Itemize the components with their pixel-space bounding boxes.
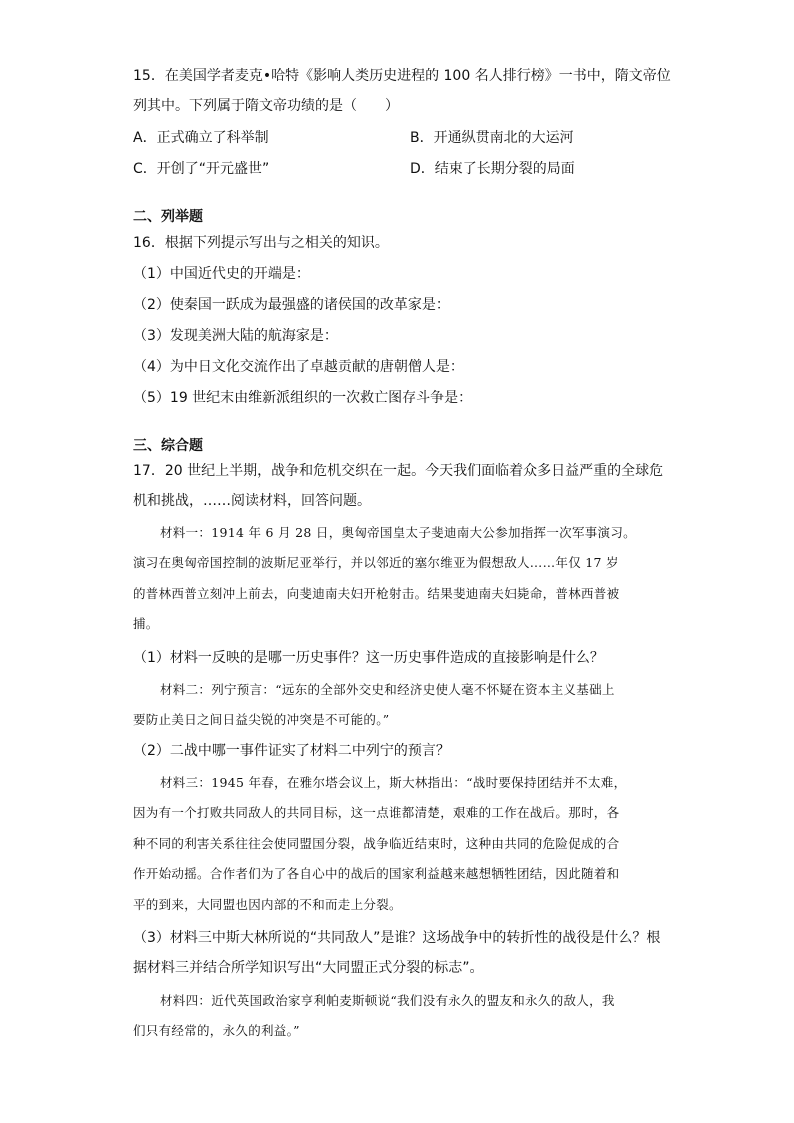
material-4-line: 们只有经常的，永久的利益。” [133, 1023, 300, 1038]
q16-stem: 16．根据下列提示写出与之相关的知识。 [133, 235, 389, 251]
q15-option-d: D．结束了长期分裂的局面 [410, 161, 575, 177]
material-3-line: 因为有一个打败共同敌人的共同目标，这一点谁都清楚，艰难的工作在战后。那时，各 [133, 805, 620, 820]
q15-stem-line1: 15．在美国学者麦克•哈特《影响人类历史进程的 100 名人排行榜》一书中，隋文帝位 [133, 68, 671, 84]
material-1-line: 捕。 [133, 616, 159, 631]
material-3-line: 种不同的利害关系往往会使同盟国分裂，战争临近结束时，这种由共同的危险促成的合 [133, 836, 620, 851]
material-1-line: 演习在奥匈帝国控制的波斯尼亚举行，并以邻近的塞尔维亚为假想敌人……年仅 17 岁 [133, 555, 619, 570]
q16-item-2: （2）使秦国一跃成为最强盛的诸侯国的改革家是： [133, 297, 450, 313]
material-3-line: 平的到来，大同盟也因内部的不和而走上分裂。 [133, 897, 402, 912]
q17-subquestion-2: （2）二战中哪一事件证实了材料二中列宁的预言？ [133, 743, 450, 759]
q17-subquestion-1: （1）材料一反映的是哪一历史事件？这一历史事件造成的直接影响是什么？ [133, 650, 604, 666]
q17-stem-line2: 机和挑战，……阅读材料，回答问题。 [133, 493, 371, 509]
q15-option-c: C．开创了“开元盛世” [133, 161, 270, 177]
section-heading-comprehensive: 三、综合题 [133, 438, 203, 454]
q15-option-b: B．开通纵贯南北的大运河 [410, 130, 574, 146]
material-4-line: 材料四：近代英国政治家亨利帕麦斯顿说“我们没有永久的盟友和永久的敌人，我 [160, 993, 615, 1008]
q16-item-3: （3）发现美洲大陆的航海家是： [133, 328, 338, 344]
q15-stem-line2: 列其中。下列属于隋文帝功绩的是（ ） [133, 98, 399, 114]
q17-stem-line1: 17．20 世纪上半期，战争和危机交织在一起。今天我们面临着众多日益严重的全球危 [133, 463, 664, 479]
q17-subquestion-3-line1: （3）材料三中斯大林所说的“共同敌人”是谁？这场战争中的转折性的战役是什么？根 [133, 930, 661, 946]
material-3-line: 作开始动摇。合作者们为了各自心中的战后的国家利益越来越想牺牲团结，因此随着和 [133, 866, 620, 881]
material-3-line: 材料三：1945 年春，在雅尔塔会议上，斯大林指出：“战时要保持团结并不太难， [160, 775, 627, 790]
material-1-line: 的普林西普立刻冲上前去，向斐迪南夫妇开枪射击。结果斐迪南夫妇毙命，普林西普被 [133, 586, 620, 601]
q16-item-1: （1）中国近代史的开端是： [133, 266, 310, 282]
q17-subquestion-3-line2: 据材料三并结合所学知识写出“大同盟正式分裂的标志”。 [133, 960, 484, 976]
material-2-line: 材料二：列宁预言：“远东的全部外交史和经济史使人毫不怀疑在资本主义基础上 [160, 682, 615, 697]
q16-item-4: （4）为中日文化交流作出了卓越贡献的唐朝僧人是： [133, 359, 464, 375]
q16-item-5: （5）19 世纪末由维新派组织的一次救亡图存斗争是： [133, 390, 473, 406]
material-1-line: 材料一：1914 年 6 月 28 日，奥匈帝国皇太子斐迪南大公参加指挥一次军事演习。 [160, 525, 636, 540]
section-heading-listing: 二、列举题 [133, 209, 203, 225]
material-2-line: 要防止美日之间日益尖锐的冲突是不可能的。” [133, 712, 390, 727]
q15-option-a: A．正式确立了科举制 [133, 130, 269, 146]
